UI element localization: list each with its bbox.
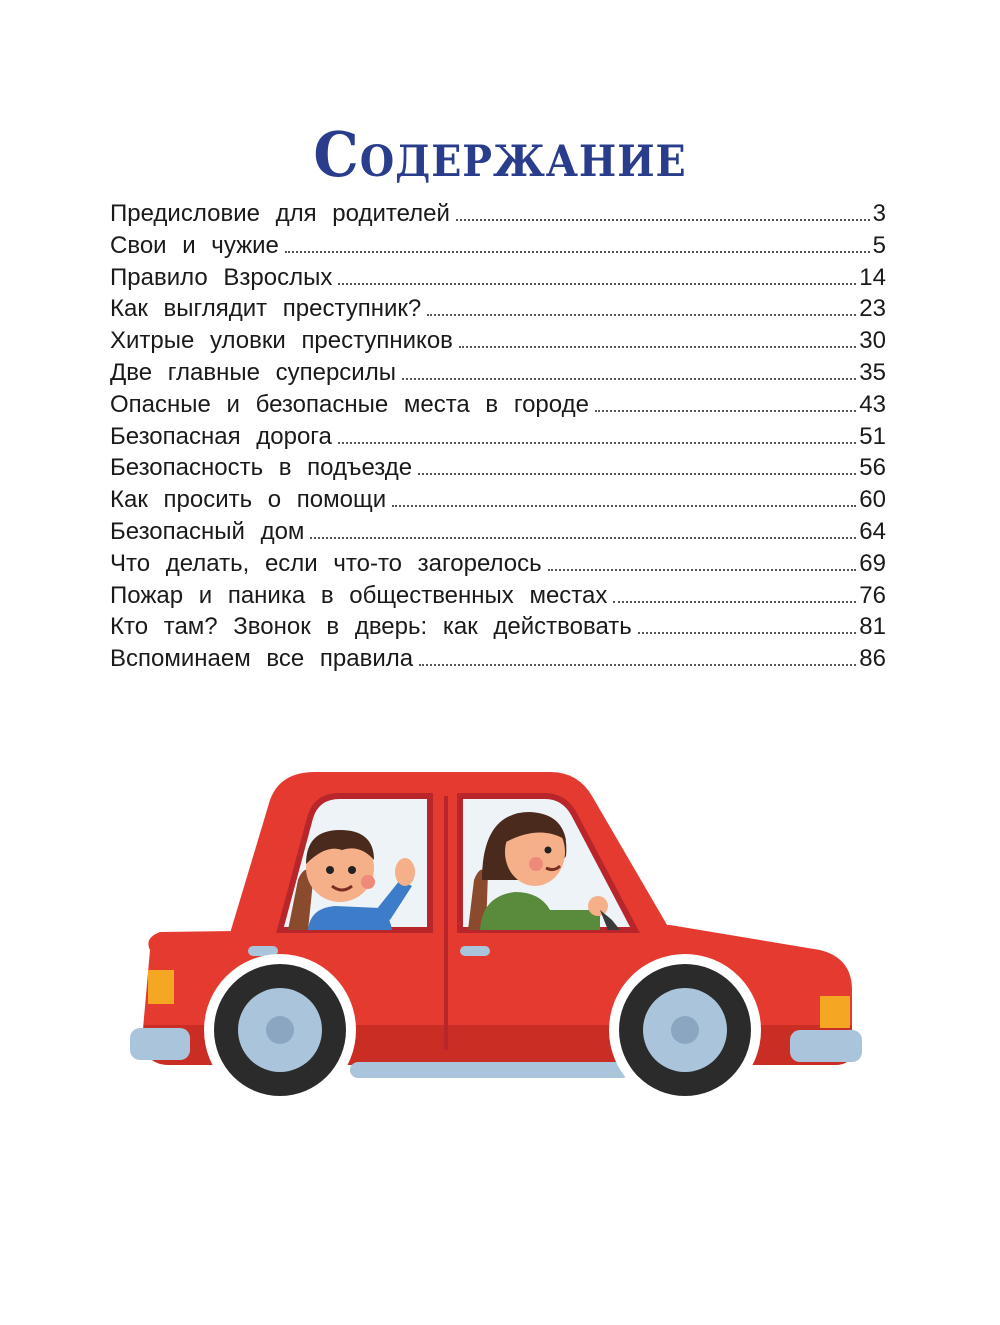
toc-item-label: Как просить о помощи — [110, 486, 387, 514]
toc-item-page: 56 — [859, 454, 886, 482]
toc-item[interactable] — [110, 327, 886, 359]
toc-item[interactable] — [110, 645, 886, 677]
toc-item-page: 30 — [859, 327, 886, 355]
toc-leader — [338, 442, 856, 444]
toc-item[interactable] — [110, 359, 886, 391]
toc-item-label: Свои и чужие — [110, 231, 279, 259]
toc-item[interactable] — [110, 613, 886, 645]
toc-item[interactable] — [110, 486, 886, 518]
toc-item-label: Правило Взрослых — [110, 263, 333, 291]
toc-item-page: 51 — [859, 422, 886, 450]
red-car-illustration — [130, 760, 870, 1110]
toc-item[interactable] — [110, 264, 886, 296]
toc-item-page: 76 — [859, 581, 886, 609]
toc-item-page: 5 — [872, 231, 886, 259]
toc-item-page: 35 — [859, 358, 886, 386]
toc-item-page: 3 — [872, 200, 886, 227]
toc-leader — [456, 219, 870, 221]
toc-leader — [419, 664, 856, 666]
toc-item-label: Предисловие для родителей — [110, 200, 450, 227]
toc-item[interactable] — [110, 423, 886, 455]
toc-item-page: 64 — [859, 517, 886, 545]
toc-item[interactable] — [110, 454, 886, 486]
front-bumper — [790, 1030, 862, 1062]
toc-leader — [402, 378, 856, 380]
toc-item-label: Безопасный дом — [110, 517, 305, 545]
toc-item-label: Безопасная дорога — [110, 422, 332, 450]
toc-item-label: Вспоминаем все правила — [110, 645, 414, 673]
toc-leader — [613, 601, 856, 603]
toc-item[interactable] — [110, 232, 886, 264]
toc-item-label: Как выглядит преступник? — [110, 295, 422, 323]
rear-wheel — [204, 954, 356, 1106]
toc-item-page: 43 — [859, 390, 886, 418]
rear-bumper — [130, 1028, 190, 1060]
toc-item[interactable] — [110, 518, 886, 550]
toc-item-label: Две главные суперсилы — [110, 358, 396, 386]
toc-leader — [638, 632, 857, 634]
front-door-handle — [460, 946, 490, 956]
toc-item[interactable] — [110, 200, 886, 232]
toc-item-page: 60 — [859, 486, 886, 514]
rear-light — [148, 970, 174, 1004]
toc-leader — [310, 537, 856, 539]
toc-leader — [338, 283, 856, 285]
headlight — [820, 996, 850, 1028]
toc-leader — [595, 410, 856, 412]
toc-item-page: 86 — [859, 645, 886, 673]
page-title: Содержание — [313, 118, 687, 191]
toc-item[interactable] — [110, 295, 886, 327]
toc-item[interactable] — [110, 391, 886, 423]
front-wheel — [609, 954, 761, 1106]
toc-leader — [285, 251, 870, 253]
toc-item-label: Хитрые уловки преступников — [110, 327, 453, 355]
toc-item-page: 14 — [859, 263, 886, 291]
sill — [350, 1062, 630, 1078]
toc-item-page: 69 — [859, 549, 886, 577]
toc-leader — [459, 346, 856, 348]
toc-item[interactable] — [110, 550, 886, 582]
toc-item-page: 81 — [859, 613, 886, 641]
toc-item-label: Кто там? Звонок в дверь: как действовать — [110, 613, 632, 641]
toc-item-label: Пожар и паника в общественных местах — [110, 581, 608, 609]
toc-item-label: Что делать, если что-то загорелось — [110, 549, 542, 577]
toc-item-label: Опасные и безопасные места в городе — [110, 390, 589, 418]
toc-leader — [427, 314, 856, 316]
table-of-contents — [110, 200, 886, 677]
toc-leader — [418, 473, 856, 475]
toc-leader — [392, 505, 856, 507]
toc-item-page: 23 — [859, 295, 886, 323]
toc-item[interactable] — [110, 582, 886, 614]
toc-item-label: Безопасность в подъезде — [110, 454, 413, 482]
toc-leader — [548, 569, 857, 571]
